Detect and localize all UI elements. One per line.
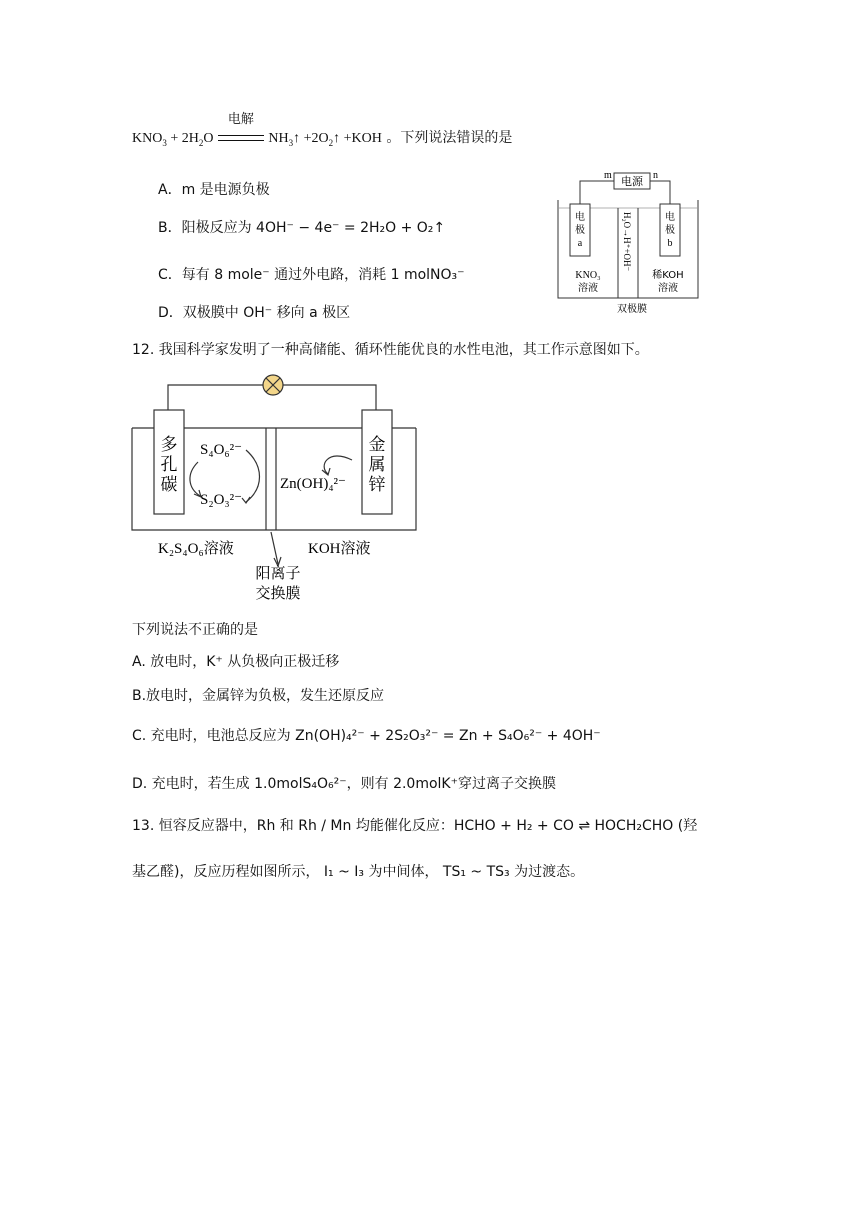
q12-prompt: 下列说法不正确的是 [132, 622, 258, 638]
eq-tail: 。下列说法错误的是 [386, 130, 513, 146]
q11-option-a: A．m 是电源负极 [158, 182, 270, 198]
eq-kno3: $KNO_3 + 2H_2O$ [132, 131, 214, 148]
q11-option-b: B．阳极反应为 4OH⁻ − 4e⁻ = 2H₂O + O₂↑ [158, 220, 446, 236]
left-electrode-char3: 碳 [160, 475, 178, 495]
zn-arrow [324, 456, 352, 474]
electrode-b-char3: b [667, 238, 673, 249]
membrane-species: H₂O→H⁺+OH⁻ [622, 212, 632, 272]
right-electrode-char3: 锌 [368, 475, 386, 495]
diagram-caption: 双极膜 [617, 304, 647, 315]
electrode-b-char1: 电 [665, 212, 675, 223]
right-solution-label: KOH溶液 [308, 541, 371, 557]
left-electrode-char2: 孔 [160, 455, 178, 475]
q12-option-a: A. 放电时，K⁺ 从负极向正极迁移 [132, 654, 340, 670]
eq-condition: 电解 [218, 128, 264, 148]
power-supply-label: 电源 [621, 175, 643, 188]
q12-option-c: C. 充电时，电池总反应为 Zn(OH)₄²⁻ + 2S₂O₃²⁻ = Zn + S₄O₆²⁻ + 4OH⁻ [132, 728, 601, 744]
left-solution-formula: KNO₃ [575, 270, 601, 281]
left-electrode-char1: 多 [160, 435, 178, 455]
q11-electrolysis-diagram [552, 166, 712, 316]
q11-equation [132, 112, 513, 149]
terminal-n: n [653, 170, 658, 181]
wire-left [580, 181, 614, 204]
q12-stem: 12. 我国科学家发明了一种高储能、循环性能优良的水性电池，其工作示意图如下。 [132, 342, 649, 358]
electrode-a-char1: 电 [575, 212, 585, 223]
right-electrode-char1: 金 [368, 435, 386, 455]
electrode-a-char2: 极 [575, 225, 585, 236]
q13-line1: 13. 恒容反应器中，Rh 和 Rh / Mn 均能催化反应：HCHO + H₂ + CO ⇌ HOCH₂CHO (羟 [132, 818, 698, 834]
right-electrode-char2: 属 [368, 455, 386, 475]
wire-left [168, 385, 263, 410]
electrode-a-char3: a [577, 238, 583, 249]
left-solution-label: K₂S₄O₆溶液 [158, 541, 234, 557]
q12-battery-diagram [128, 370, 428, 602]
s2o3-label: S₂O₃²⁻ [200, 492, 243, 508]
eq-products: $NH_3↑$ $+2O_2↑ +KOH$ [268, 131, 382, 148]
terminal-m: m [604, 170, 612, 181]
q11-option-d: D．双极膜中 OH⁻ 移向 a 极区 [158, 305, 351, 321]
right-solution-formula: 稀KOH [652, 270, 684, 281]
membrane-label-line2: 交换膜 [255, 584, 301, 602]
right-solution-label: 溶液 [658, 283, 678, 294]
membrane-label-line1: 阳离子 [255, 564, 301, 582]
wire-right [283, 385, 376, 410]
s4o6-label: S₄O₆²⁻ [200, 442, 243, 458]
cycle-arrow-right [246, 450, 260, 502]
zn-oh-label: Zn(OH)₄²⁻ [280, 476, 346, 492]
q12-option-b: B.放电时，金属锌为负极，发生还原反应 [132, 688, 385, 704]
q11-option-c: C．每有 8 mole⁻ 通过外电路，消耗 1 molNO₃⁻ [158, 267, 465, 283]
q13-line2: 基乙醛)，反应历程如图所示， I₁ ~ I₃ 为中间体， TS₁ ~ TS₃ 为过渡态。 [132, 864, 585, 880]
cycle-arrow-left [190, 462, 200, 496]
q12-option-d: D. 充电时，若生成 1.0molS₄O₆²⁻，则有 2.0molK⁺穿过离子交换膜 [132, 776, 556, 792]
left-solution-label: 溶液 [578, 283, 598, 294]
wire-right [650, 181, 670, 204]
electrode-b-char2: 极 [665, 225, 675, 236]
